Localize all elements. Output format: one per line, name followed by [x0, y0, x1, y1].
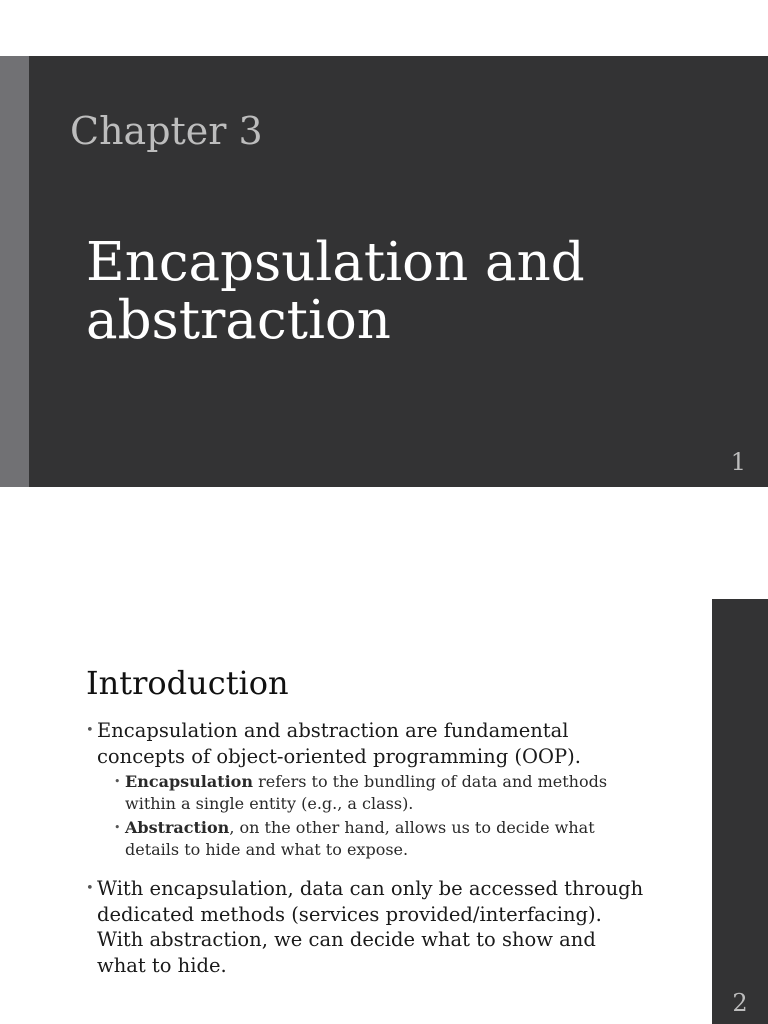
bullet-item: [86, 876, 706, 978]
slide-side-bar: [712, 599, 768, 1024]
sub-bullet-text-line: within a single entity (e.g., a class).: [125, 793, 414, 813]
term-encapsulation: Encapsulation: [125, 772, 253, 791]
term-abstraction: Abstraction: [125, 818, 230, 837]
bullet-dot-icon: •: [86, 881, 94, 896]
sub-bullet-text-line: [125, 771, 706, 793]
sub-bullet-list: [97, 771, 706, 860]
slide-title-line-2: abstraction: [86, 290, 391, 351]
slide-heading: Introduction: [86, 664, 289, 702]
sub-bullet-text: , on the other hand, allows us to decide what: [229, 818, 595, 837]
sub-bullet-item: [97, 817, 706, 860]
chapter-label: Chapter 3: [70, 109, 263, 153]
bullet-text-line: With encapsulation, data can only be accessed through: [97, 877, 644, 900]
bullet-spacer: [86, 863, 706, 876]
slide-title: [86, 234, 585, 350]
slide-page-number: 2: [732, 989, 748, 1017]
sub-bullet-text: refers to the bundling of data and methods: [252, 772, 608, 791]
bullet-text-line: dedicated methods (services provided/interfacing).: [97, 902, 602, 926]
bullet-text-line: concepts of object-oriented programming (OOP).: [97, 744, 581, 768]
slide-page-number: 1: [730, 448, 746, 476]
sub-bullet-text-line: [125, 817, 706, 839]
sub-bullet-item: [97, 771, 706, 814]
bullet-list: [86, 718, 706, 978]
bullet-text-line: Encapsulation and abstraction are fundamental: [97, 719, 569, 742]
bullet-item: [86, 718, 706, 860]
slide-accent-bar: [0, 56, 29, 487]
bullet-text-line: what to hide.: [97, 953, 227, 977]
slide-title-line-1: Encapsulation and: [86, 232, 585, 293]
sub-bullet-dot-icon: •: [114, 775, 121, 788]
title-slide: [0, 56, 768, 487]
sub-bullet-text-line: details to hide and what to expose.: [125, 839, 409, 859]
sub-bullet-dot-icon: •: [114, 821, 121, 834]
bullet-text-line: With abstraction, we can decide what to show and: [97, 928, 596, 951]
bullet-dot-icon: •: [86, 723, 94, 738]
